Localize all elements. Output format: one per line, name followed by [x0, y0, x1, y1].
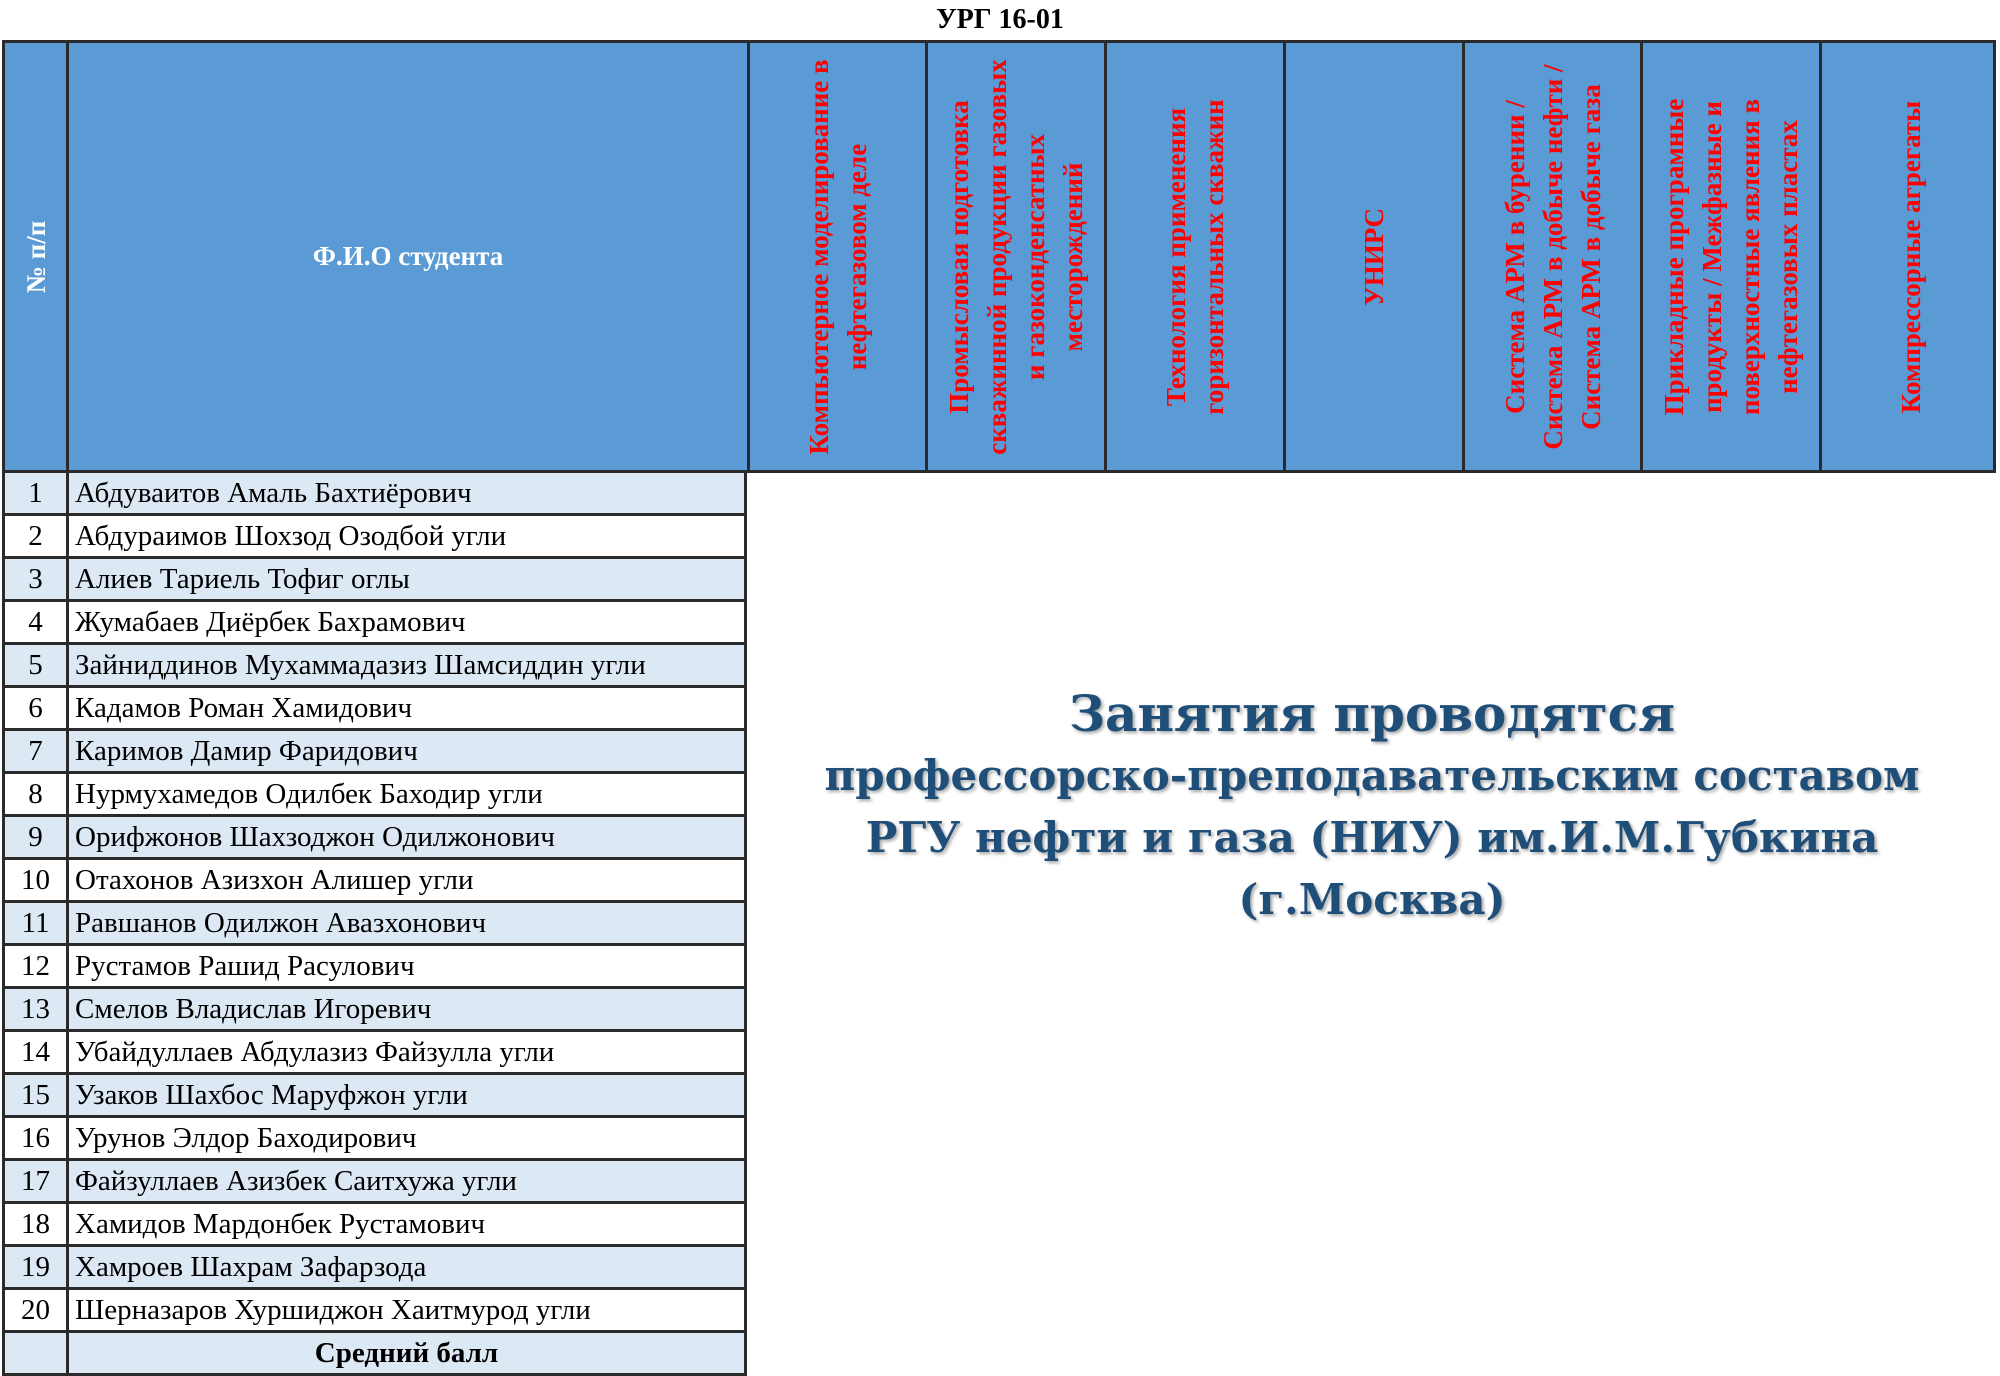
table-header	[2, 40, 1996, 473]
notice-line: РГУ нефти и газа (НИУ) им.И.М.Губкина	[865, 813, 1879, 862]
row-number: 3	[5, 559, 69, 599]
table-row	[2, 946, 747, 989]
table-row	[2, 1290, 747, 1333]
student-name: Узаков Шахбос Маруфжон угли	[75, 1079, 468, 1111]
table-row	[2, 817, 747, 860]
table-row	[2, 1075, 747, 1118]
student-name: Хамроев Шахрам Зафарзода	[75, 1251, 427, 1283]
table-row	[2, 774, 747, 817]
row-number-empty	[5, 1333, 69, 1373]
header-subject-label: Система АРМ в бурении / Система АРМ в добыче нефти / Система АРМ в добыче газа	[1499, 63, 1606, 450]
table-row	[2, 602, 747, 645]
student-name: Равшанов Одилжон Авазхонович	[75, 907, 487, 939]
student-name: Смелов Владислав Игоревич	[75, 993, 432, 1025]
header-num-cell	[5, 43, 69, 470]
row-number: 9	[5, 817, 69, 857]
header-subject-cell	[928, 43, 1107, 470]
table-row	[2, 989, 747, 1032]
notice-line: Занятия проводятся	[1068, 684, 1676, 743]
average-label: Средний балл	[314, 1337, 499, 1369]
notice-line: профессорско-преподавательским составом	[824, 751, 1920, 800]
student-name: Убайдуллаев Абдулазиз Файзулла угли	[75, 1036, 555, 1068]
row-number: 20	[5, 1290, 69, 1330]
row-number: 13	[5, 989, 69, 1029]
student-list	[2, 473, 747, 1376]
student-name: Жумабаев Диёрбек Бахрамович	[75, 606, 466, 638]
student-name: Кадамов Роман Хамидович	[75, 692, 413, 724]
student-name: Орифжонов Шахзоджон Одилжонович	[75, 821, 556, 853]
header-num-label: № п/п	[20, 220, 51, 293]
table-row	[2, 903, 747, 946]
row-number: 16	[5, 1118, 69, 1158]
student-name: Алиев Тариель Тофиг оглы	[75, 563, 410, 595]
header-subject-label: Промысловая подготовка скважинной продукции газовых и газоконденсатных месторождений	[944, 58, 1088, 455]
row-number: 4	[5, 602, 69, 642]
page-title: УРГ 16-01	[936, 4, 1064, 35]
table-row	[2, 1161, 747, 1204]
table-row	[2, 1247, 747, 1290]
header-subject-label: Прикладные програмные продукты / Межфазные и поверхностные явления в нефтегазовых пластах	[1659, 98, 1803, 415]
table-row	[2, 1118, 747, 1161]
student-name: Абдураимов Шохзод Озодбой угли	[75, 520, 507, 552]
header-subject-cell	[1465, 43, 1643, 470]
row-number: 8	[5, 774, 69, 814]
average-row	[2, 1333, 747, 1376]
row-number: 10	[5, 860, 69, 900]
row-number: 15	[5, 1075, 69, 1115]
row-number: 7	[5, 731, 69, 771]
table-row	[2, 645, 747, 688]
student-name: Нурмухамедов Одилбек Баходир угли	[75, 778, 543, 810]
student-name: Хамидов Мардонбек Рустамович	[75, 1208, 486, 1240]
row-number: 12	[5, 946, 69, 986]
student-name: Файзуллаев Азизбек Саитхужа угли	[75, 1165, 517, 1197]
student-name: Отахонов Азизхон Алишер угли	[75, 864, 474, 896]
row-number: 2	[5, 516, 69, 556]
table-row	[2, 559, 747, 602]
row-number: 14	[5, 1032, 69, 1072]
header-subject-label: УНИРС	[1359, 207, 1389, 306]
header-fio-label: Ф.И.О студента	[312, 241, 504, 271]
student-name: Рустамов Рашид Расулович	[75, 950, 415, 982]
student-name: Абдуваитов Амаль Бахтиёрович	[75, 477, 472, 509]
row-number: 11	[5, 903, 69, 943]
header-subject-label: Технология применения горизонтальных скважин	[1161, 98, 1229, 415]
table-row	[2, 860, 747, 903]
student-name: Урунов Элдор Баходирович	[75, 1122, 417, 1154]
header-subject-cell	[1822, 43, 1999, 470]
row-number: 5	[5, 645, 69, 685]
notice-message	[748, 473, 1996, 1373]
header-subject-cell	[1643, 43, 1822, 470]
student-name: Зайниддинов Мухаммадазиз Шамсиддин угли	[75, 649, 646, 681]
table-row	[2, 1032, 747, 1075]
student-name: Шерназаров Хуршиджон Хаитмурод угли	[75, 1294, 591, 1326]
table-row	[2, 731, 747, 774]
row-number: 17	[5, 1161, 69, 1201]
table-row	[2, 688, 747, 731]
notice-line: (г.Москва)	[1238, 875, 1506, 924]
row-number: 1	[5, 473, 69, 513]
header-fio-cell	[69, 43, 750, 470]
row-number: 19	[5, 1247, 69, 1287]
header-subject-cell	[1286, 43, 1465, 470]
row-number: 6	[5, 688, 69, 728]
table-row	[2, 473, 747, 516]
header-subject-label: Компрессорные агрегаты	[1895, 100, 1926, 413]
header-subject-cell	[750, 43, 928, 470]
header-subject-cell	[1107, 43, 1286, 470]
header-subject-label: Компьютерное моделирование в нефтегазовом деле	[803, 58, 872, 455]
table-row	[2, 516, 747, 559]
row-number: 18	[5, 1204, 69, 1244]
table-row	[2, 1204, 747, 1247]
student-name: Каримов Дамир Фаридович	[75, 735, 418, 767]
